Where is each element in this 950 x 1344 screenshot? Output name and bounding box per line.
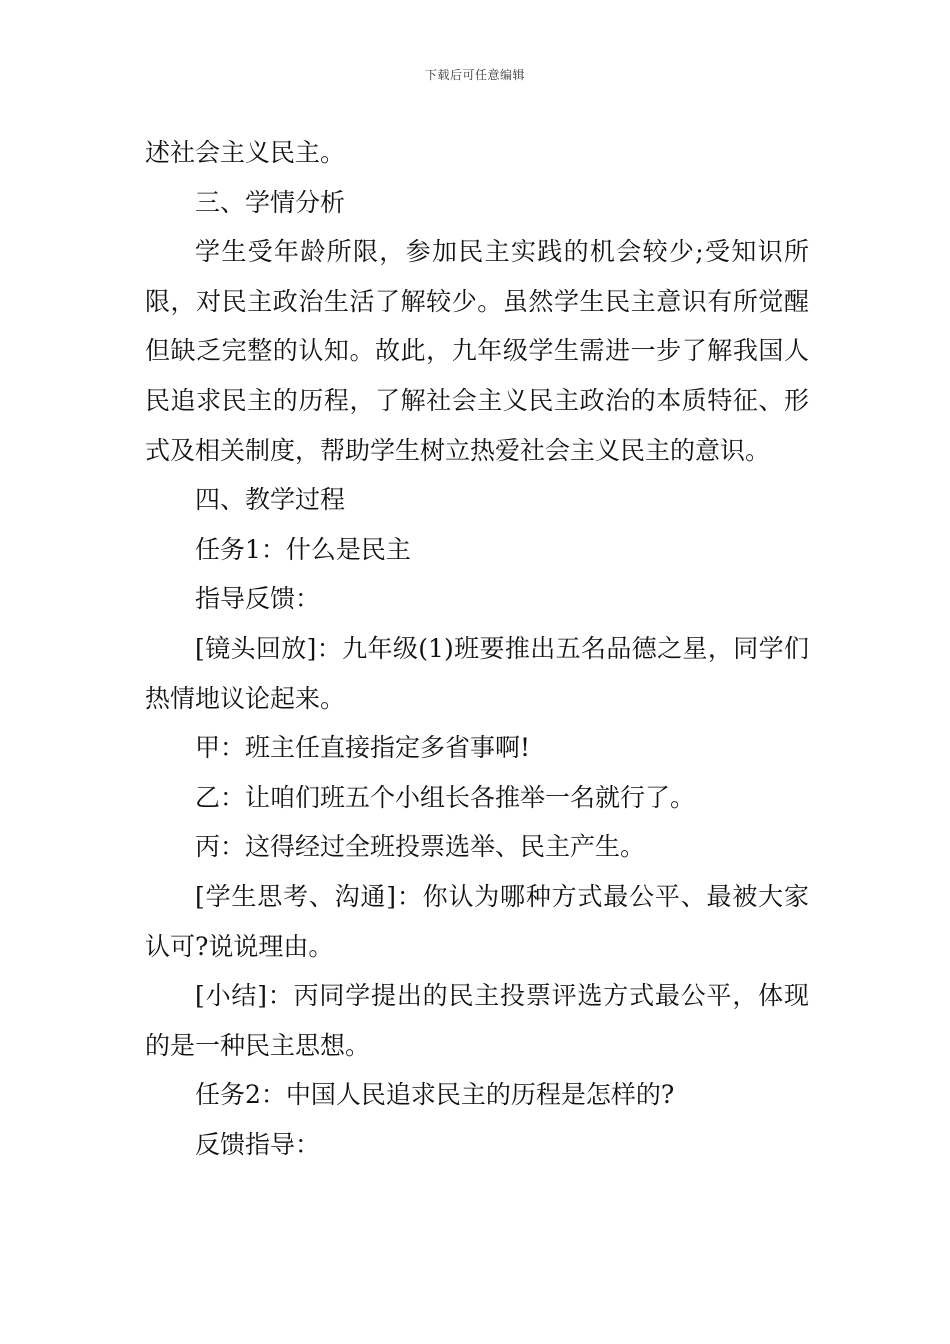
paragraph: [镜头回放]：九年级(1)班要推出五名品德之星，同学们热情地议论起来。 — [145, 633, 809, 713]
paragraph: 乙：让咱们班五个小组长各推举一名就行了。 — [195, 782, 696, 812]
document-body — [145, 128, 809, 1169]
paragraph: 丙：这得经过全班投票选举、民主产生。 — [195, 832, 646, 862]
paragraph: 反馈指导： — [195, 1129, 321, 1159]
paragraph: [学生思考、沟通]：你认为哪种方式最公平、最被大家认可?说说理由。 — [145, 881, 809, 961]
section-heading: 四、教学过程 — [195, 485, 346, 515]
task-heading: 任务2：中国人民追求民主的历程是怎样的? — [195, 1080, 675, 1110]
task-heading: 任务1：什么是民主 — [195, 534, 411, 564]
paragraph: 甲：班主任直接指定多省事啊! — [195, 733, 531, 763]
paragraph: 述社会主义民主。 — [145, 138, 346, 167]
section-heading: 三、学情分析 — [195, 187, 346, 217]
page-header: 下载后可任意编辑 — [424, 68, 525, 82]
paragraph: 学生受年龄所限，参加民主实践的机会较少;受知识所限，对民主政治生活了解较少。虽然学生民主意识有所觉醒但缺乏完整的认知。故此，九年级学生需进一步了解我国人民追求民主的历程，了解社会主义民主政治的本质特征、形式及相关制度，帮助学生树立热爱社会主义民主的意识。 — [145, 237, 809, 465]
paragraph: 指导反馈： — [195, 584, 321, 614]
paragraph: [小结]：丙同学提出的民主投票评选方式最公平，体现的是一种民主思想。 — [145, 981, 809, 1060]
